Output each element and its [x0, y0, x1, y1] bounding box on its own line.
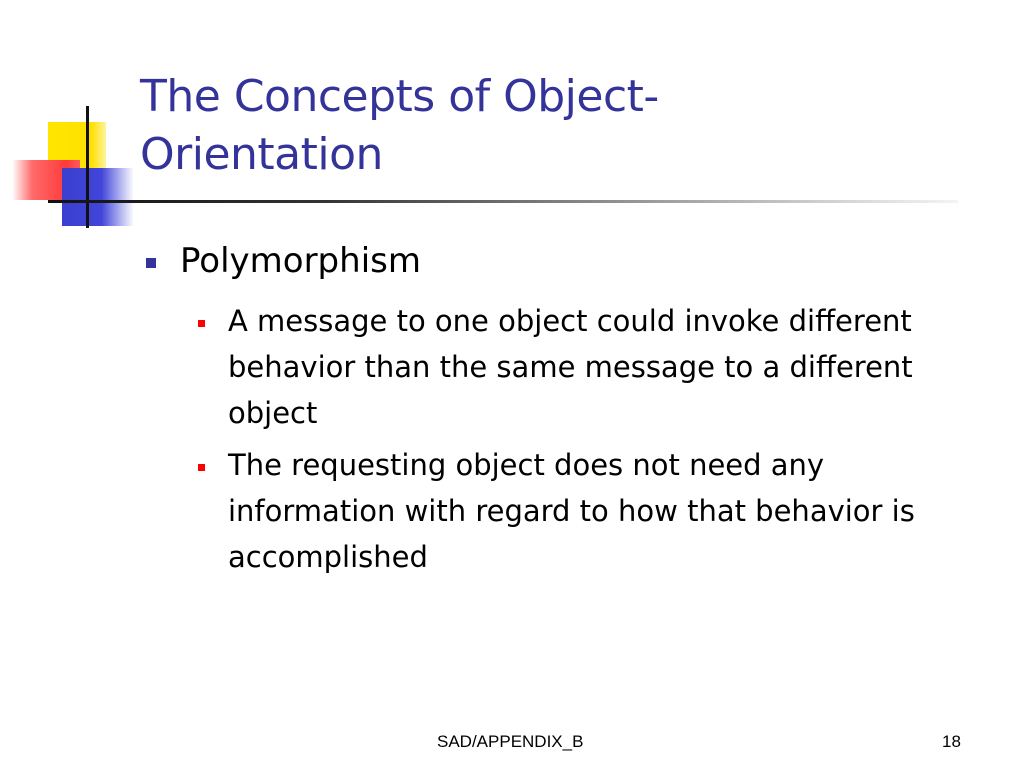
logo-blue-square: [62, 168, 134, 226]
title-underline: [48, 200, 958, 203]
footer-text: SAD/APPENDIX_B: [437, 732, 584, 751]
slide-title: [140, 68, 980, 184]
sub-bullet-text: The requesting object does not need any information with regard to how that behavior is accomplished: [228, 448, 915, 574]
logo-vertical-line: [86, 106, 89, 228]
square-bullet-icon: [146, 258, 156, 268]
sub-bullet-item: [198, 298, 968, 436]
bullet-item: [146, 236, 986, 286]
slide-title-line-2: Orientation: [140, 129, 383, 180]
square-bullet-icon: [198, 320, 205, 327]
sub-bullet-list: [198, 298, 986, 580]
bullet-text: Polymorphism: [180, 241, 421, 281]
sub-bullet-text: A message to one object could invoke different behavior than the same message to a different object: [228, 304, 913, 430]
sub-bullet-item: [198, 442, 968, 580]
slide-title-line-1: The Concepts of Object-: [140, 71, 659, 122]
page-number: 18: [942, 732, 961, 751]
slide-content: [146, 236, 986, 586]
square-bullet-icon: [198, 464, 205, 471]
